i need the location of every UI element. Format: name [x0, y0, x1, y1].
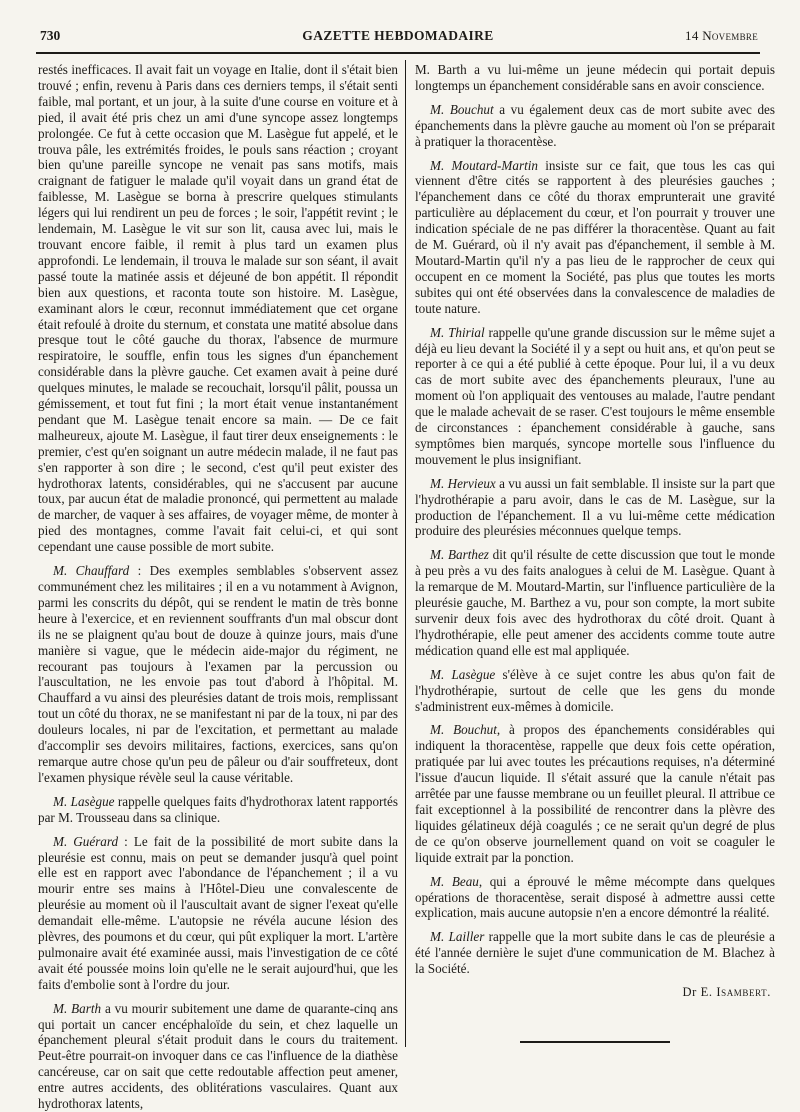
left-column: [38, 62, 398, 1112]
speaker-name: M. Lailler: [430, 929, 485, 945]
paragraph: [415, 158, 775, 317]
paragraph: [415, 929, 775, 977]
speaker-name: M. Moutard-Martin: [430, 157, 538, 173]
article-signature: [415, 985, 775, 1001]
paragraph: [415, 722, 775, 865]
signature-name: Isambert.: [716, 985, 771, 1000]
paragraph-text: : Des exemples semblables s'observent assez communément chez les militaires ; il en a vu notamment à Avignon, parmi les conscrits du dépôt, qui se rendent le matin de très bonne heure à l'exercice, et en reviennent souffrants d'un mal obscur dont ils ne se plaignent qu'au bout de douze à quinze jours, mais d'une manière si vague, que le médecin aide-major du régiment, ne recourant pas toujours à l'examen par la percussion ou l'auscultation, ne les envoie pas tout d'abord à l'hôpital. M. Chauffard a vu ainsi des pleurésies datant de trois mois, remplissant tout un côté du thorax, ne se manifestant ni par de la toux, ni par des douleurs locales, ni par de l'excitation, et permettant au malade d'accomplir ses devoirs militaires, factions, exercices, sans qu'on remarque autre chose qu'un peu de pâleur ou d'air souffreteux, dont l'examen physique révèle seul la cause véritable.: [38, 563, 399, 785]
paragraph-text: dit qu'il résulte de cette discussion que tout le monde à peu près a vu des faits analogues à celui de M. Lasègue. Quant à la remarque de M. Moutard-Martin, sur l'influence particulière de la pleurésie gauche, M. Barthez a vu, pour son compte, la mort subite survenir deux fois avec des hydrothorax du côté droit. Quant à l'hydrothérapie, elle peut amener des accidents comme toute autre médication quand elle est mal appliquée.: [415, 547, 775, 658]
paragraph-text: rappelle que la mort subite dans le cas de pleurésie a été l'année dernière le sujet d'une communication de M. Blachez à la Société.: [415, 929, 775, 977]
paragraph-text: , à propos des épanchements considérables qui indiquent la thoracentèse, rappelle que deux fois cette opération, pratiquée par lui avec toutes les précautions requises, n'a déterminé l'issue d'aucun liquide. Il s'était assuré que la canule n'était pas arrêtée par une fausse membrane ou un feuillet pleural. Il attribue ce fait exceptionnel à la possibilité de rencontrer dans la plèvre des liquides gélatineux déjà coagulés ; ce ne serait qu'un degré de plus de ce qu'on observe journellement quand on voit se coaguler le liquide extrait par la ponction.: [415, 722, 775, 865]
paragraph: [415, 62, 775, 94]
speaker-name: M. Thirial: [430, 324, 485, 340]
speaker-name: M. Beau: [430, 873, 479, 889]
speaker-name: M. Bouchut: [430, 101, 494, 117]
paragraph: [415, 102, 775, 150]
paragraph: [38, 1001, 398, 1112]
page-number: 730: [40, 28, 61, 43]
paragraph-text: , qui a éprouvé le même mécompte dans quelques opérations de thoracentèse, serait disposé à admettre aussi cette explication, mais aucune autopsie n'en a encore démontré la réalité.: [415, 873, 775, 921]
paragraph: [415, 476, 775, 540]
paragraph: [415, 325, 775, 468]
paragraph-text: rappelle qu'une grande discussion sur le même sujet a déjà eu lieu devant la Société il y a sept ou huit ans, et qu'on peut se reporter à ce qui a été publié à cette époque. Pour lui, il a vu deux cas de mort subite avec des épanchements pleuraux, l'une au moment où l'on appliquait des ventouses au malade, l'autre pendant que le malade achevait de se raser. C'est toujours le même ensemble de circonstances : épanchement considérable à gauche, sans symptômes bien marqués, syncope mortelle sous l'influence du mouvement le plus insignifiant.: [415, 324, 775, 467]
speaker-name: M. Barthez: [430, 547, 489, 563]
paragraph-text: rappelle quelques faits d'hydrothorax latent rapportés par M. Trousseau dans sa clinique.: [38, 793, 398, 825]
speaker-name: M. Hervieux: [430, 475, 496, 491]
paragraph-text: : Le fait de la possibilité de mort subite dans la pleurésie est connu, mais on peut se demander jusqu'à quel point elle est en rapport avec l'abondance de l'épanchement ; il a vu mourir entre ses mains à l'Hôtel-Dieu une convalescente de pleurésie au moment où il l'auscultait avant de signer l'exeat qu'elle demandait elle-même. L'autopsie ne révéla aucune lésion des plèvres, des poumons et du cœur, qui pût expliquer la mort. L'artère pulmonaire avait été examinée aussi, mais l'investigation de ce côté avait été poussée moins loin qu'elle ne le serait aujourd'hui, que les faits d'embolie sont à l'ordre du jour.: [38, 833, 398, 992]
journal-title: GAZETTE HEBDOMADAIRE: [302, 28, 494, 43]
header-rule: [36, 52, 760, 54]
speaker-name: M. Lasègue: [430, 666, 496, 682]
paragraph-text: M. Barth a vu lui-même un jeune médecin qui portait depuis longtemps un épanchement considérable sans en avoir conscience.: [415, 62, 775, 93]
paragraph: [38, 563, 398, 786]
speaker-name: M. Bouchut: [430, 722, 497, 738]
column-divider: [405, 60, 406, 1047]
paragraph: [38, 62, 398, 555]
end-rule: [520, 1041, 670, 1043]
paragraph-text: a vu également deux cas de mort subite avec des épanchements dans la plèvre gauche au moment où l'on se préparait à pratiquer la thoracentèse.: [415, 101, 775, 149]
paragraph: [38, 834, 398, 993]
speaker-name: M. Guérard: [53, 833, 119, 849]
paragraph-text: insiste sur ce fait, que tous les cas qui viennent d'être cités se rapportent à des pleurésies gauches ; l'épanchement dans ce côté du thorax emprunterait une gravité particulière au déplacement du cœur, et l'on pourrait y trouver une indication spéciale de ne pas différer la thoracentèse. Quant au fait de M. Guérard, où il n'y avait pas d'épanchement, il semble à M. Moutard-Martin qu'il n'y a pas lieu de le rapprocher de ceux qui occupent en ce moment la Société, pas plus que toutes les morts subites qui ont été observées dans la convalescence de maladies de toute nature.: [415, 157, 775, 316]
paragraph-text: a vu aussi un fait semblable. Il insiste sur la part que l'hydrothérapie a paru avoir, dans le cas de M. Lasègue, sur la production de l'épanchement. Il a vu lui-même cette médication produire des pleurésies méconnues quelque temps.: [415, 475, 776, 539]
paragraph: [415, 874, 775, 922]
issue-date: 14 Novembre: [685, 28, 758, 43]
paragraph: [415, 547, 775, 658]
right-column: [415, 62, 775, 1043]
speaker-name: M. Chauffard: [53, 563, 130, 579]
paragraph-text: a vu mourir subitement une dame de quarante-cinq ans qui portait un cancer encéphaloïde du sein, et chez laquelle un épanchement pleural s'était produit dans le cours du traitement. Peut-être pourrait-on invoquer dans ce cas l'influence de la diathèse cancéreuse, car on sait que cette redoutable affection peut amener, entre autres accidents, des oblitérations vasculaires. Quant aux hydrothorax latents,: [38, 1000, 398, 1112]
page-header: [36, 28, 760, 50]
paragraph: [38, 794, 398, 826]
paragraph: [415, 667, 775, 715]
signature-prefix: Dr E.: [682, 985, 713, 1000]
speaker-name: M. Barth: [53, 1000, 102, 1016]
speaker-name: M. Lasègue: [53, 793, 115, 809]
paragraph-text: s'élève à ce sujet contre les abus qu'on fait de l'hydrothérapie, surtout de celle que les gens du monde s'administrent eux-mêmes à domicile.: [415, 666, 775, 714]
paragraph-text: restés inefficaces. Il avait fait un voyage en Italie, dont il s'était bien trouvé ; enfin, revenu à Paris dans ces derniers temps, il s'était senti faible, mal portant, et un jour, à la suite d'une course en voiture et à pied, il avait été pris chez un ami d'une syncope assez longtemps prolongée. Ce fut à cette occasion que M. Lasègue fut appelé, et le trouva pâle, les extrémités froides, le pouls sans réaction ; croyant bien qu'une pareille syncope ne venait pas sans motifs, mais craignant de fatiguer le malade qu'il voyait dans un grand état de faiblesse, M. Lasègue se borna à prescrire quelques stimulants légers qui lui rendirent un peu de forces ; le soir, l'appétit revint ; le lendemain, M. Lasègue le vit sur son lit, causa avec lui, mais le trouvant encore faible, il remit à plus tard un examen plus approfondi. Le lendemain, il trouva le malade sur son séant, il avait passé toute la matinée assis et déjeuné de bon appétit. Il répondit bien aux questions, et raconta toute son histoire. M. Lasègue, examinant alors le cœur, reconnut immédiatement que cet organe était refoulé à droite du sternum, et constata une matité absolue dans presque tout le côté gauche du thorax, l'absence de murmure respiratoire, le souffle, enfin tous les signes d'un épanchement considérable dans la plèvre gauche. Cet examen avait à peine duré quelques minutes, le malade se recouchait, lorsqu'il pâlit, poussa un gémissement, et tout fut fini ; la mort était venue instantanément pendant que M. Lasègue tenait encore sa main. — De ce fait malheureux, ajoute M. Lasègue, il faut tirer deux enseignements : le premier, c'est qu'en soignant un autre médecin malade, il ne faut pas s'en rapporter à son dire ; le second, c'est qu'il peut exister des hydrothorax latents, considérables, qui ne s'accusent par aucune toux, par aucun état de maladie prononcé, qui permettent au malade de marcher, de vaquer à ses affaires, de voyager même, de monter à pied des montagnes, comme l'avait fait celui-ci, et qui sont cependant une cause possible de mort subite.: [38, 62, 398, 555]
